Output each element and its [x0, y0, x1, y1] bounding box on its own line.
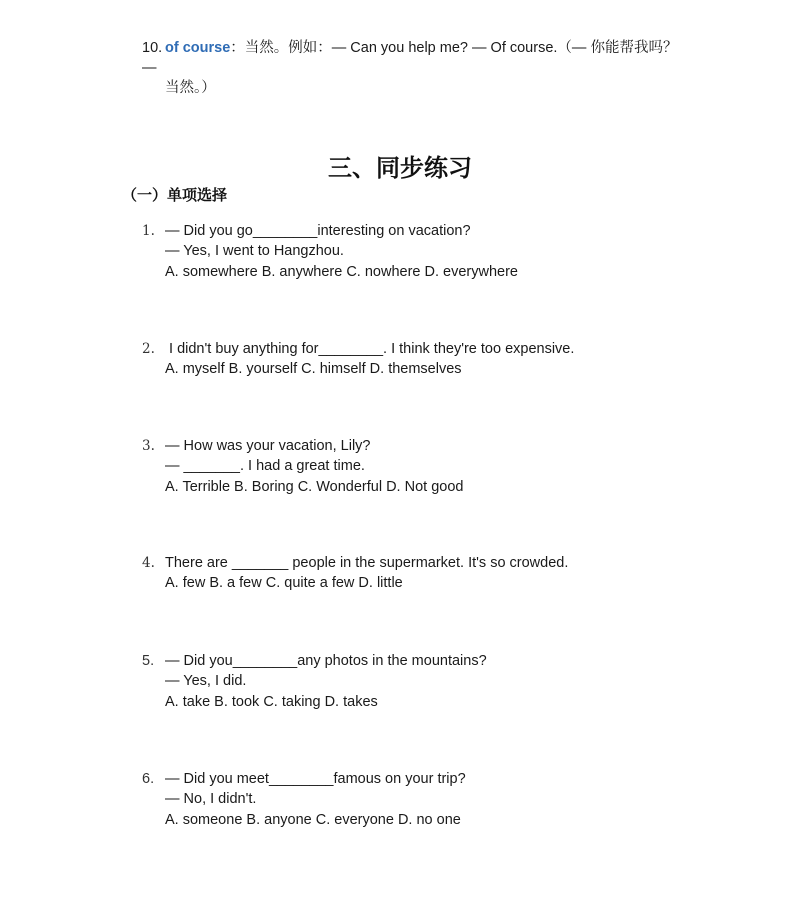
vocab-explanation: ：当然。例如：— Can you help me? — Of course.（— 你能帮我吗？ — [142, 40, 678, 76]
vocab-line-2: 当然。） [165, 80, 216, 96]
question-line: There are _______ people in the supermarket. It's so crowded. [165, 555, 569, 571]
question-line: — How was your vacation, Lily? [165, 438, 371, 454]
answer-options: A. myself B. yourself C. himself D. themselves [165, 361, 462, 378]
question-1 [142, 221, 702, 282]
question-number: 3. [142, 438, 155, 454]
question-line: — Did you meet________famous on your trip? [165, 771, 466, 787]
question-line: — No, I didn't. [165, 791, 257, 808]
vocab-number: 10. [142, 40, 163, 56]
question-3 [142, 436, 702, 497]
answer-options: A. few B. a few C. quite a few D. little [165, 575, 403, 592]
question-number: 5. [142, 653, 155, 669]
question-4 [142, 553, 702, 594]
answer-options: A. Terrible B. Boring C. Wonderful D. Not good [165, 478, 464, 495]
question-line: — Did you________any photos in the mountains? [165, 653, 487, 669]
question-line: — Yes, I went to Hangzhou. [165, 243, 344, 260]
question-line: — Yes, I did. [165, 673, 247, 690]
question-number: 1. [142, 223, 155, 239]
section-title: 三、同步练习 [328, 154, 472, 182]
answer-options: A. take B. took C. taking D. takes [165, 693, 378, 710]
question-number: 2. [142, 341, 155, 357]
answer-options: A. someone B. anyone C. everyone D. no one [165, 811, 461, 828]
answer-options: A. somewhere B. anywhere C. nowhere D. everywhere [165, 263, 518, 280]
question-6 [142, 769, 702, 830]
question-number: 4. [142, 555, 155, 571]
vocab-line-1 [142, 38, 692, 78]
question-line: — _______. I had a great time. [165, 458, 365, 475]
section-subtitle: （一）单项选择 [122, 186, 228, 204]
question-line: I didn't buy anything for________. I think they're too expensive. [165, 341, 575, 357]
vocab-term: of course [165, 40, 231, 56]
vocab-item-10 [142, 38, 692, 98]
question-number: 6. [142, 771, 155, 787]
question-line: — Did you go________interesting on vacation? [165, 223, 471, 239]
question-5 [142, 651, 702, 712]
question-2 [142, 339, 702, 380]
